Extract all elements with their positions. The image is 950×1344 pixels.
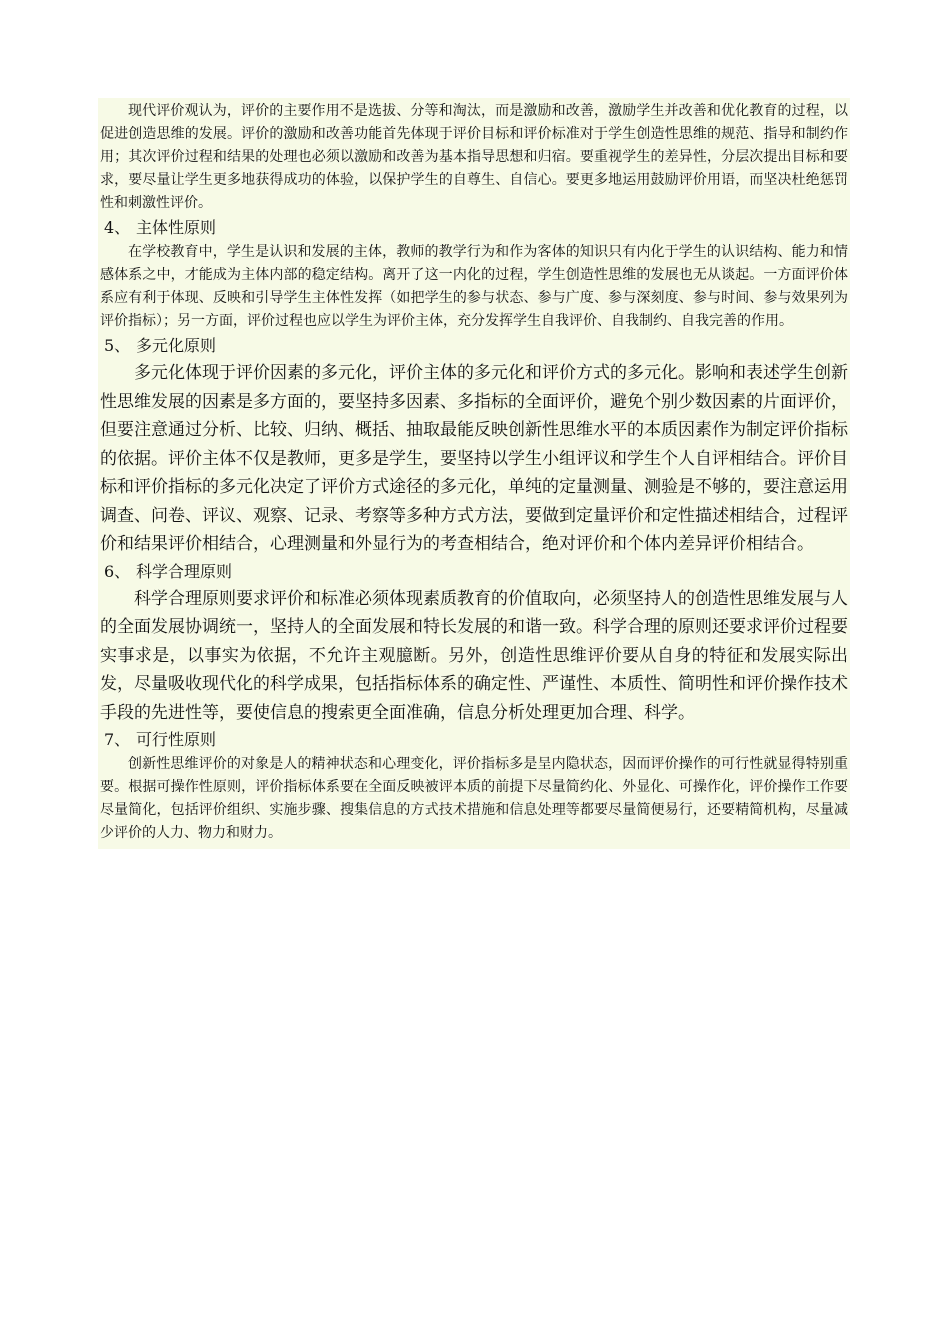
section-heading-7	[100, 727, 848, 753]
section-number: 7、	[104, 730, 131, 749]
intro-paragraph: 现代评价观认为，评价的主要作用不是选拔、分等和淘汰，而是激励和改善，激励学生并改善和优化教育的过程，以促进创造思维的发展。评价的激励和改善功能首先体现于评价目标和评价标准对于学生创造性思维的规范、指导和制约作用；其次评价过程和结果的处理也必须以激励和改善为基本指导思想和归宿。要重视学生的差异性，分层次提出目标和要求，要尽量让学生更多地获得成功的体验，以保护学生的自尊生、自信心。要更多地运用鼓励评价用语，而坚决杜绝惩罚性和刺激性评价。	[100, 103, 848, 211]
section-heading-4	[100, 215, 848, 241]
section-body-4: 在学校教育中，学生是认识和发展的主体，教师的教学行为和作为客体的知识只有内化于学生的认识结构、能力和情感体系之中，才能成为主体内部的稳定结构。离开了这一内化的过程，学生创造性思维的发展也无从谈起。一方面评价体系应有利于体现、反映和引导学生主体性发挥（如把学生的参与状态、参与广度、参与深刻度、参与时间、参与效果列为评价指标）；另一方面，评价过程也应以学生为评价主体，充分发挥学生自我评价、自我制约、自我完善的作用。	[100, 244, 848, 329]
section-heading-5	[100, 333, 848, 359]
section-number: 5、	[104, 336, 131, 355]
document-body	[98, 98, 850, 849]
section-body-7: 创新性思维评价的对象是人的精神状态和心理变化，评价指标多是呈内隐状态，因而评价操作的可行性就显得特别重要。根据可操作性原则，评价指标体系要在全面反映被评本质的前提下尽量简约化、外显化、可操作化，评价操作工作要尽量简化，包括评价组织、实施步骤、搜集信息的方式技术措施和信息处理等都要尽量简便易行，还要精简机构，尽量减少评价的人力、物力和财力。	[100, 756, 848, 841]
section-body-6: 科学合理原则要求评价和标准必须体现素质教育的价值取向，必须坚持人的创造性思维发展与人的全面发展协调统一，坚持人的全面发展和特长发展的和谐一致。科学合理的原则还要求评价过程要实事求是，以事实为依据，不允许主观臆断。另外，创造性思维评价要从自身的特征和发展实际出发，尽量吸收现代化的科学成果，包括指标体系的确定性、严谨性、本质性、简明性和评价操作技术手段的先进性等，要使信息的搜索更全面准确，信息分析处理更加合理、科学。	[100, 588, 848, 723]
section-title: 多元化原则	[136, 336, 217, 355]
section-number: 4、	[104, 218, 131, 237]
section-heading-6	[100, 559, 848, 585]
section-title: 可行性原则	[136, 730, 217, 749]
section-body-5: 多元化体现于评价因素的多元化，评价主体的多元化和评价方式的多元化。影响和表述学生创新性思维发展的因素是多方面的，要坚持多因素、多指标的全面评价，避免个别少数因素的片面评价，但要注意通过分析、比较、归纳、概括、抽取最能反映创新性思维水平的本质因素作为制定评价指标的依据。评价主体不仅是教师，更多是学生，要坚持以学生小组评议和学生个人自评相结合。评价目标和评价指标的多元化决定了评价方式途径的多元化，单纯的定量测量、测验是不够的，要注意运用调查、问卷、评议、观察、记录、考察等多种方式方法，要做到定量评价和定性描述相结合，过程评价和结果评价相结合，心理测量和外显行为的考查相结合，绝对评价和个体内差异评价相结合。	[100, 363, 848, 554]
section-title: 主体性原则	[136, 218, 217, 237]
section-title: 科学合理原则	[136, 561, 233, 581]
section-number: 6、	[104, 561, 131, 581]
